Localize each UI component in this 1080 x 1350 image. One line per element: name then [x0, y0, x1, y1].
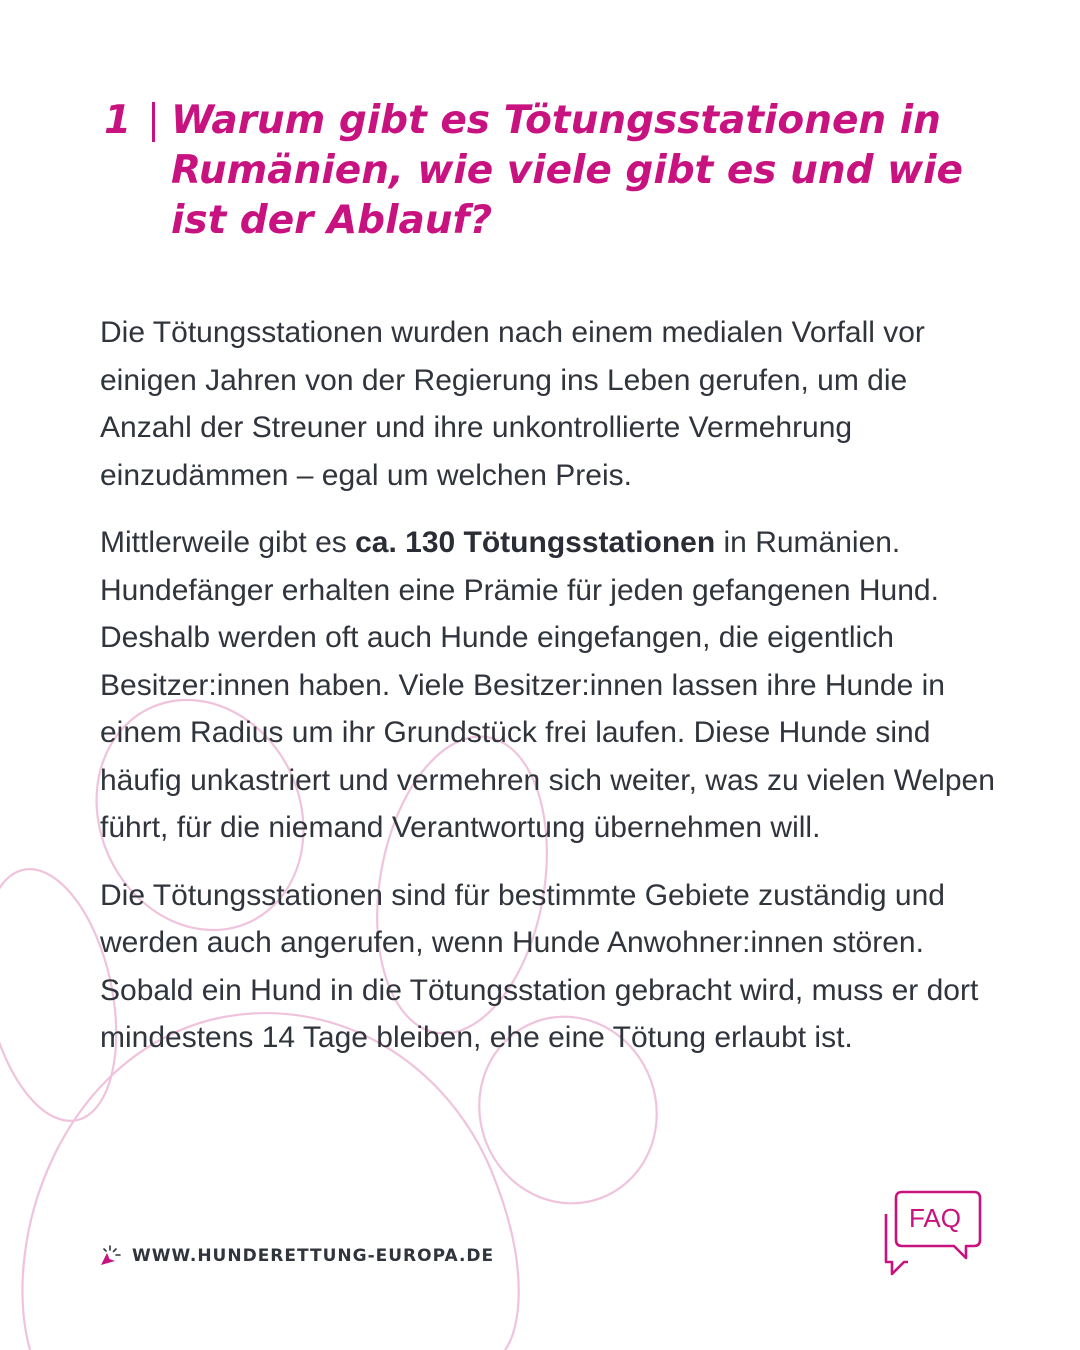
footer-website-link[interactable]	[98, 1244, 494, 1268]
faq-question-heading	[104, 96, 1004, 246]
cursor-click-icon	[98, 1244, 122, 1268]
website-url[interactable]: WWW.HUNDERETTUNG-EUROPA.DE	[132, 1246, 495, 1266]
answer-paragraph-1: Die Tötungsstationen wurden nach einem medialen Vorfall vor einigen Jahren von der Regierung ins Leben gerufen, um die Anzahl der Streuner und ihre unkontrollierte Vermehrung einzudämmen – egal um welchen Preis.	[100, 316, 925, 492]
paragraph-2-intro: Mittlerweile gibt es	[100, 526, 356, 559]
answer-body	[100, 309, 1000, 1082]
paragraph-2-highlight: ca. 130 Tötungsstationen	[355, 526, 716, 559]
question-title: Warum gibt es Tötungsstationen in Rumänien, wie viele gibt es und wie ist der Ablauf?	[171, 98, 963, 243]
heading-divider	[152, 102, 155, 142]
answer-paragraph-2	[100, 519, 1000, 852]
answer-paragraph-3: Die Tötungsstationen sind für bestimmte Gebiete zuständig und werden auch angerufen, wenn Hunde Anwohner:innen stören. Sobald ein Hund in die Tötungsstation gebracht wird, muss er dort mindestens 14 Tage bleiben, ehe eine Tötung erlaubt ist.	[100, 878, 979, 1054]
faq-badge	[878, 1190, 984, 1276]
question-number: 1	[104, 98, 132, 143]
faq-label: FAQ	[908, 1203, 961, 1233]
paragraph-2-rest: in Rumänien. Hundefänger erhalten eine Prämie für jeden gefangenen Hund. Deshalb werden oft auch Hunde eingefangen, die eigentlich Besitzer:innen haben. Viele Besitzer:innen lassen ihre Hunde in einem Radius um ihr Grundstück frei laufen. Diese Hunde sind häufig unkastriert und vermehren sich weiter, was zu vielen Welpen führt, für die niemand Verantwortung übernehmen will.	[100, 526, 995, 844]
